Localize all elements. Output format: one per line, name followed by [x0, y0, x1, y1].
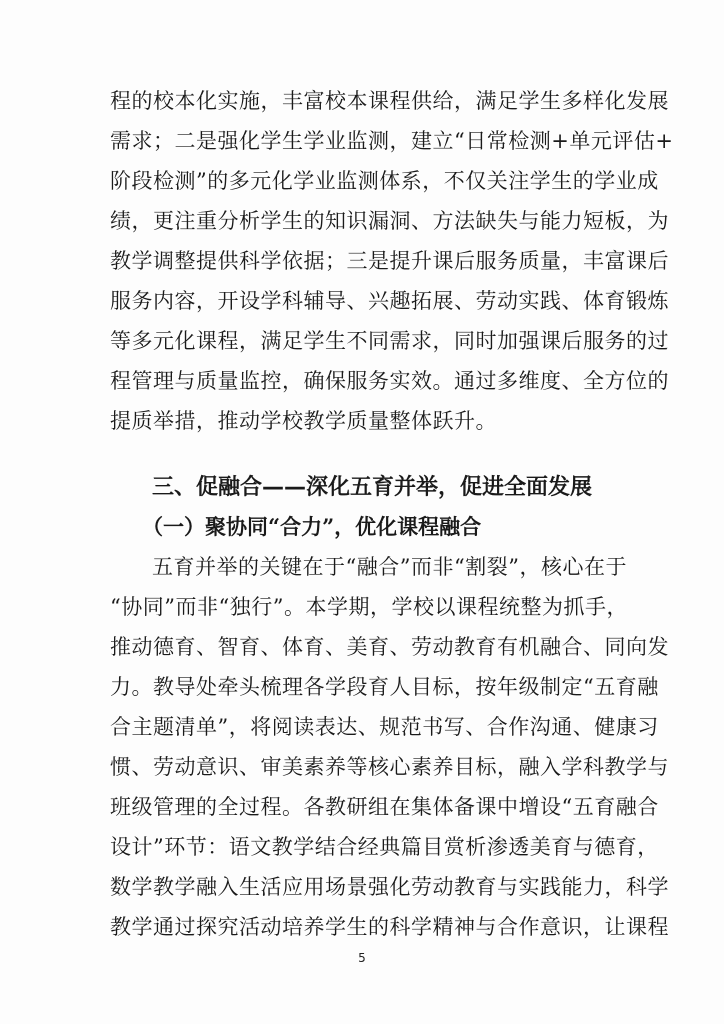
sub-heading: （一）聚协同“合力”，优化课程融合: [142, 514, 482, 539]
text-line: 服务内容，开设学科辅导、兴趣拓展、劳动实践、体育锻炼: [110, 289, 669, 313]
text-line: 推动德育、智育、体育、美育、劳动教育有机融合、同向发: [110, 635, 669, 659]
text-line: 教学调整提供科学依据；三是提升课后服务质量，丰富课后: [110, 249, 669, 273]
text-line: 提质举措，推动学校教学质量整体跃升。: [110, 409, 497, 433]
text-line: “协同”而非“独行”。本学期，学校以课程统整为抓手，: [110, 595, 628, 619]
text-line: 需求；二是强化学生学业监测，建立“日常检测+单元评估+: [110, 129, 674, 153]
text-line: 力。教导处牵头梳理各学段育人目标，按年级制定“五育融: [110, 675, 659, 699]
page-number: 5: [358, 951, 366, 965]
text-line: 班级管理的全过程。各教研组在集体备课中增设“五育融合: [110, 795, 659, 819]
text-line: 合主题清单”，将阅读表达、规范书写、合作沟通、健康习: [110, 715, 659, 739]
text-line: 程管理与质量监控，确保服务实效。通过多维度、全方位的: [110, 369, 669, 393]
text-line: 数学教学融入生活应用场景强化劳动教育与实践能力，科学: [110, 875, 669, 899]
section-heading: 三、促融合——深化五育并举，促进全面发展: [152, 475, 593, 500]
text-line: 等多元化课程，满足学生不同需求，同时加强课后服务的过: [110, 329, 669, 353]
text-line: 绩，更注重分析学生的知识漏洞、方法缺失与能力短板，为: [110, 209, 669, 233]
text-line: 五育并举的关键在于“融合”而非“割裂”，核心在于: [152, 555, 627, 579]
text-line: 惯、劳动意识、审美素养等核心素养目标，融入学科教学与: [110, 755, 669, 779]
text-line: 程的校本化实施，丰富校本课程供给，满足学生多样化发展: [110, 89, 669, 113]
text-line: 教学通过探究活动培养学生的科学精神与合作意识，让课程: [110, 915, 669, 939]
text-line: 设计”环节：语文教学结合经典篇目赏析渗透美育与德育，: [110, 835, 659, 859]
text-line: 阶段检测”的多元化学业监测体系，不仅关注学生的学业成: [110, 169, 659, 193]
